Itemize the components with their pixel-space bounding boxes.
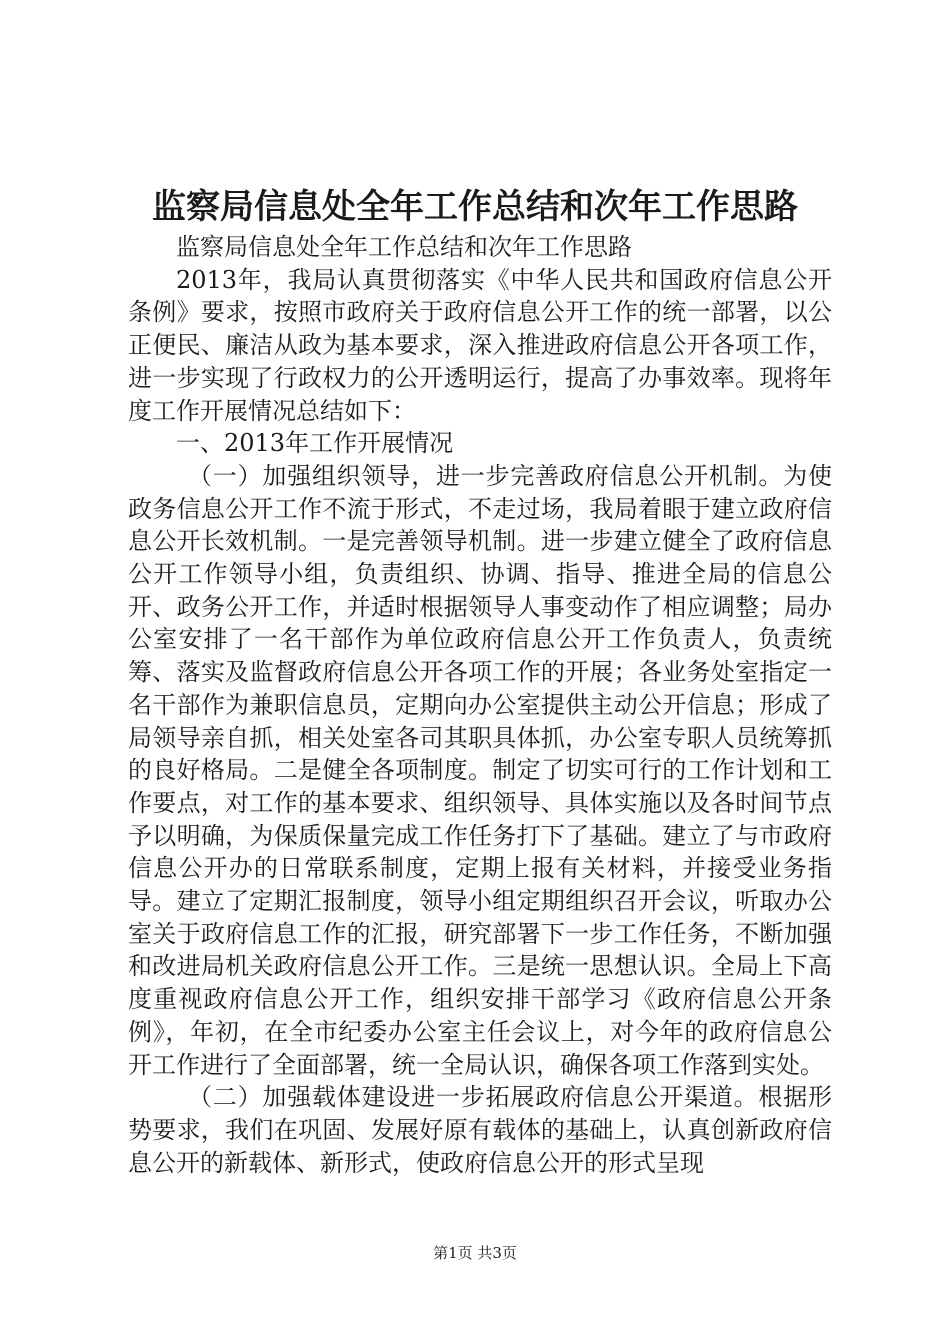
document-body [128,231,832,1179]
subtitle-paragraph: 监察局信息处全年工作总结和次年工作思路 [176,233,632,261]
section-one-paragraph: （一）加强组织领导，进一步完善政府信息公开机制。为使政务信息公开工作不流于形式，不走过场，我局着眼于建立政府信息公开长效机制。一是完善领导机制。进一步建立健全了政府信息公开工作领导小组，负责组织、协调、指导、推进全局的信息公开、政务公开工作，并适时根据领导人事变动作了相应调整；局办公室安排了一名干部作为单位政府信息公开工作负责人，负责统筹、落实及监督政府信息公开各项工作的开展；各业务处室指定一名干部作为兼职信息员，定期向办公室提供主动公开信息；形成了局领导亲自抓，相关处室各司其职具体抓，办公室专职人员统筹抓的良好格局。二是健全各项制度。制定了切实可行的工作计划和工作要点，对工作的基本要求、组织领导、具体实施以及各时间节点予以明确，为保质保量完成工作任务打下了基础。建立了与市政府信息公开办的日常联系制度，定期上报有关材料，并接受业务指导。建立了定期汇报制度，领导小组定期组织召开会议，听取办公室关于政府信息工作的汇报，研究部署下一步工作任务，不断加强和改进局机关政府信息公开工作。三是统一思想认识。全局上下高度重视政府信息公开工作，组织安排干部学习《政府信息公开条例》，年初，在全市纪委办公室主任会议上，对今年的政府信息公开工作进行了全面部署，统一全局认识，确保各项工作落到实处。 [128,461,832,1079]
section-two-paragraph: （二）加强载体建设进一步拓展政府信息公开渠道。根据形势要求，我们在巩固、发展好原有载体的基础上，认真创新政府信息公开的新载体、新形式，使政府信息公开的形式呈现 [128,1083,832,1177]
section-heading: 一、2013年工作开展情况 [176,429,454,458]
intro-paragraph: 2013年，我局认真贯彻落实《中华人民共和国政府信息公开条例》要求，按照市政府关于政府信息公开工作的统一部署，以公正便民、廉洁从政为基本要求，深入推进政府信息公开各项工作，进一步实现了行政权力的公开透明运行，提高了办事效率。现将年度工作开展情况总结如下： [128,265,832,425]
document-title: 监察局信息处全年工作总结和次年工作思路 [152,187,798,227]
page-footer: 第1页 共3页 [433,1244,517,1262]
